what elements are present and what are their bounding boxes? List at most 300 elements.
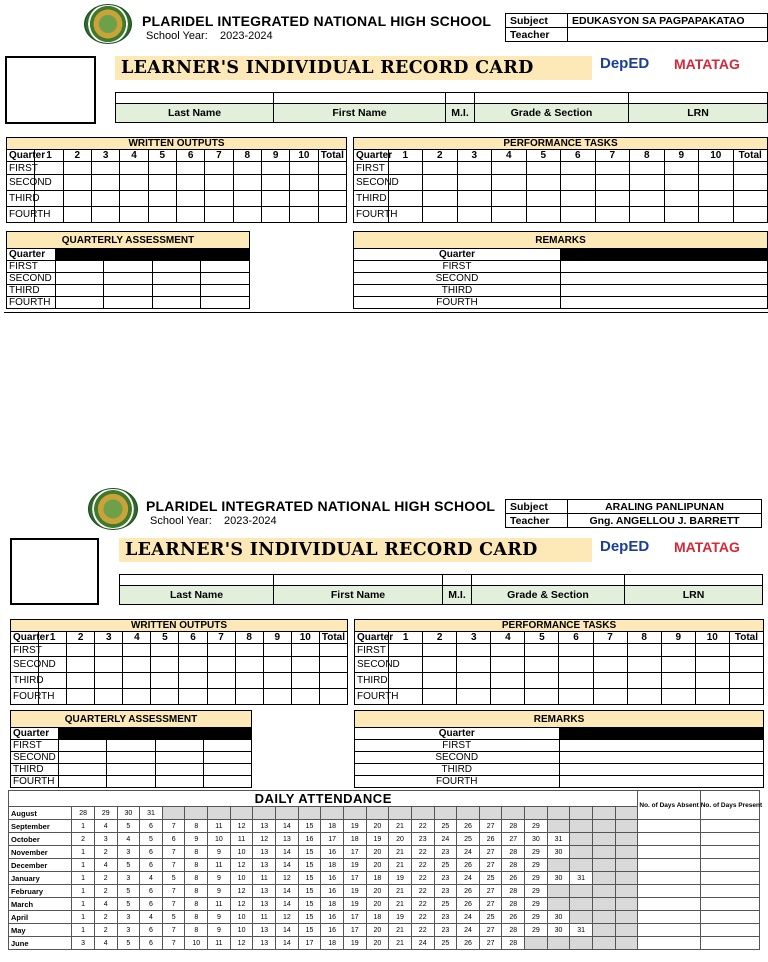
day-cell[interactable]: 8 [185, 898, 208, 911]
score-cell[interactable] [661, 689, 695, 705]
score-cell[interactable] [291, 657, 319, 673]
score-cell[interactable] [120, 175, 148, 191]
score-cell[interactable] [205, 207, 233, 223]
mi-input[interactable] [446, 93, 475, 104]
score-cell[interactable] [423, 644, 457, 657]
score-cell[interactable] [207, 644, 235, 657]
assessment-cell[interactable] [55, 273, 104, 285]
score-cell[interactable] [595, 207, 630, 223]
score-cell[interactable] [561, 175, 596, 191]
day-cell[interactable]: 28 [502, 924, 525, 937]
day-cell[interactable]: 27 [479, 820, 502, 833]
score-cell[interactable] [261, 191, 289, 207]
score-cell[interactable] [233, 175, 261, 191]
score-cell[interactable] [235, 644, 263, 657]
day-cell[interactable]: 23 [411, 833, 434, 846]
days-present-cell[interactable] [700, 833, 759, 846]
day-cell[interactable]: 28 [502, 937, 525, 950]
day-cell[interactable]: 19 [389, 911, 412, 924]
day-cell[interactable]: 18 [321, 820, 344, 833]
score-cell[interactable] [148, 207, 176, 223]
day-cell[interactable]: 1 [72, 924, 95, 937]
assessment-cell[interactable] [152, 261, 201, 273]
day-cell[interactable]: 2 [94, 911, 117, 924]
day-cell[interactable]: 16 [321, 846, 344, 859]
score-cell[interactable] [67, 644, 95, 657]
remark-cell[interactable] [561, 273, 768, 285]
score-cell[interactable] [63, 162, 91, 175]
assessment-cell[interactable] [155, 776, 203, 788]
day-cell[interactable]: 27 [479, 885, 502, 898]
day-cell[interactable]: 18 [366, 872, 389, 885]
day-cell[interactable]: 22 [411, 872, 434, 885]
score-cell[interactable] [627, 689, 661, 705]
score-cell[interactable] [151, 673, 179, 689]
day-cell[interactable]: 16 [298, 833, 321, 846]
day-cell[interactable]: 18 [321, 859, 344, 872]
score-cell[interactable] [423, 207, 458, 223]
grade-section-input[interactable] [472, 575, 625, 586]
days-present-cell[interactable] [700, 872, 759, 885]
days-present-cell[interactable] [700, 898, 759, 911]
day-cell[interactable]: 8 [185, 872, 208, 885]
score-cell[interactable] [261, 207, 289, 223]
assessment-cell[interactable] [104, 261, 153, 273]
day-cell[interactable]: 26 [502, 872, 525, 885]
days-absent-cell[interactable] [638, 924, 700, 937]
remark-cell[interactable] [561, 261, 768, 273]
day-cell[interactable]: 1 [72, 846, 95, 859]
score-cell[interactable] [235, 689, 263, 705]
score-cell[interactable] [423, 175, 458, 191]
day-cell[interactable]: 22 [411, 846, 434, 859]
day-cell[interactable]: 15 [298, 911, 321, 924]
day-cell[interactable]: 6 [140, 898, 163, 911]
day-cell[interactable]: 24 [457, 846, 480, 859]
day-cell[interactable]: 24 [434, 833, 457, 846]
score-cell[interactable] [457, 657, 491, 673]
day-cell[interactable]: 11 [253, 872, 276, 885]
score-cell[interactable] [95, 689, 123, 705]
assessment-cell[interactable] [155, 752, 203, 764]
score-cell[interactable] [733, 175, 768, 191]
day-cell[interactable]: 25 [479, 872, 502, 885]
assessment-cell[interactable] [107, 752, 155, 764]
score-cell[interactable] [699, 175, 734, 191]
day-cell[interactable]: 28 [72, 807, 95, 820]
day-cell[interactable]: 4 [117, 833, 140, 846]
day-cell[interactable]: 24 [457, 924, 480, 937]
day-cell[interactable]: 14 [276, 898, 299, 911]
score-cell[interactable] [423, 689, 457, 705]
day-cell[interactable]: 9 [208, 872, 231, 885]
score-cell[interactable] [491, 644, 525, 657]
day-cell[interactable]: 12 [230, 859, 253, 872]
score-cell[interactable] [593, 644, 627, 657]
day-cell[interactable]: 7 [162, 820, 185, 833]
days-absent-cell[interactable] [638, 820, 700, 833]
score-cell[interactable] [526, 175, 561, 191]
score-cell[interactable] [423, 673, 457, 689]
score-cell[interactable] [91, 207, 119, 223]
days-absent-cell[interactable] [638, 911, 700, 924]
score-cell[interactable] [630, 162, 665, 175]
day-cell[interactable]: 29 [525, 872, 548, 885]
day-cell[interactable]: 6 [140, 846, 163, 859]
lrn-input[interactable] [629, 93, 768, 104]
day-cell[interactable]: 11 [208, 820, 231, 833]
score-cell[interactable] [179, 657, 207, 673]
score-cell[interactable] [318, 191, 346, 207]
day-cell[interactable]: 29 [525, 885, 548, 898]
day-cell[interactable]: 26 [457, 885, 480, 898]
assessment-cell[interactable] [55, 261, 104, 273]
score-cell[interactable] [561, 191, 596, 207]
assessment-cell[interactable] [203, 740, 251, 752]
days-present-cell[interactable] [700, 911, 759, 924]
score-cell[interactable] [233, 162, 261, 175]
day-cell[interactable]: 23 [434, 924, 457, 937]
score-cell[interactable] [63, 175, 91, 191]
score-cell[interactable] [148, 191, 176, 207]
score-cell[interactable] [123, 689, 151, 705]
score-cell[interactable] [457, 673, 491, 689]
remark-cell[interactable] [559, 764, 764, 776]
day-cell[interactable]: 21 [389, 820, 412, 833]
day-cell[interactable]: 11 [208, 937, 231, 950]
days-present-cell[interactable] [700, 924, 759, 937]
day-cell[interactable]: 8 [185, 911, 208, 924]
score-cell[interactable] [695, 673, 729, 689]
day-cell[interactable]: 28 [502, 885, 525, 898]
assessment-cell[interactable] [152, 297, 201, 309]
score-cell[interactable] [695, 644, 729, 657]
score-cell[interactable] [319, 644, 347, 657]
score-cell[interactable] [492, 175, 527, 191]
score-cell[interactable] [695, 657, 729, 673]
score-cell[interactable] [233, 191, 261, 207]
day-cell[interactable]: 10 [230, 924, 253, 937]
score-cell[interactable] [630, 191, 665, 207]
day-cell[interactable]: 27 [479, 859, 502, 872]
day-cell[interactable]: 20 [366, 898, 389, 911]
day-cell[interactable]: 17 [321, 833, 344, 846]
score-cell[interactable] [388, 191, 423, 207]
day-cell[interactable]: 23 [434, 872, 457, 885]
score-cell[interactable] [389, 644, 423, 657]
day-cell[interactable]: 13 [253, 859, 276, 872]
score-cell[interactable] [291, 689, 319, 705]
day-cell[interactable]: 3 [117, 846, 140, 859]
day-cell[interactable]: 4 [94, 937, 117, 950]
score-cell[interactable] [120, 191, 148, 207]
score-cell[interactable] [290, 207, 318, 223]
score-cell[interactable] [561, 207, 596, 223]
days-absent-cell[interactable] [638, 872, 700, 885]
day-cell[interactable]: 6 [140, 937, 163, 950]
day-cell[interactable]: 6 [140, 924, 163, 937]
days-present-cell[interactable] [700, 937, 759, 950]
score-cell[interactable] [290, 191, 318, 207]
assessment-cell[interactable] [59, 740, 107, 752]
day-cell[interactable]: 26 [457, 898, 480, 911]
day-cell[interactable]: 5 [117, 937, 140, 950]
day-cell[interactable]: 27 [502, 833, 525, 846]
day-cell[interactable]: 29 [525, 911, 548, 924]
day-cell[interactable]: 25 [434, 859, 457, 872]
grade-section-input[interactable] [475, 93, 629, 104]
day-cell[interactable]: 27 [479, 898, 502, 911]
score-cell[interactable] [67, 689, 95, 705]
remark-cell[interactable] [559, 776, 764, 788]
score-cell[interactable] [319, 673, 347, 689]
subject-value[interactable]: EDUKASYON SA PAGPAPAKATAO [568, 14, 768, 28]
day-cell[interactable]: 14 [276, 859, 299, 872]
score-cell[interactable] [205, 162, 233, 175]
day-cell[interactable]: 22 [411, 859, 434, 872]
day-cell[interactable]: 13 [253, 885, 276, 898]
score-cell[interactable] [423, 191, 458, 207]
day-cell[interactable]: 29 [94, 807, 117, 820]
score-cell[interactable] [318, 207, 346, 223]
score-cell[interactable] [733, 162, 768, 175]
day-cell[interactable]: 14 [276, 820, 299, 833]
day-cell[interactable]: 27 [479, 846, 502, 859]
day-cell[interactable]: 6 [162, 833, 185, 846]
days-absent-cell[interactable] [638, 937, 700, 950]
score-cell[interactable] [123, 644, 151, 657]
day-cell[interactable]: 26 [457, 859, 480, 872]
score-cell[interactable] [525, 673, 559, 689]
day-cell[interactable]: 26 [502, 911, 525, 924]
assessment-cell[interactable] [152, 285, 201, 297]
day-cell[interactable]: 12 [230, 898, 253, 911]
score-cell[interactable] [559, 644, 593, 657]
day-cell[interactable]: 17 [343, 924, 366, 937]
day-cell[interactable]: 29 [525, 859, 548, 872]
day-cell[interactable]: 2 [94, 872, 117, 885]
score-cell[interactable] [235, 657, 263, 673]
score-cell[interactable] [593, 689, 627, 705]
score-cell[interactable] [457, 162, 492, 175]
day-cell[interactable]: 28 [502, 820, 525, 833]
score-cell[interactable] [263, 657, 291, 673]
days-absent-cell[interactable] [638, 833, 700, 846]
teacher-value[interactable]: Gng. ANGELLOU J. BARRETT [568, 514, 762, 528]
assessment-cell[interactable] [203, 764, 251, 776]
day-cell[interactable]: 7 [162, 937, 185, 950]
score-cell[interactable] [664, 207, 699, 223]
day-cell[interactable]: 19 [343, 820, 366, 833]
day-cell[interactable]: 16 [321, 885, 344, 898]
score-cell[interactable] [263, 673, 291, 689]
score-cell[interactable] [729, 689, 763, 705]
last-name-input[interactable] [116, 93, 274, 104]
score-cell[interactable] [91, 191, 119, 207]
day-cell[interactable]: 24 [411, 937, 434, 950]
day-cell[interactable]: 18 [366, 911, 389, 924]
day-cell[interactable]: 25 [434, 898, 457, 911]
score-cell[interactable] [525, 644, 559, 657]
day-cell[interactable]: 27 [479, 937, 502, 950]
day-cell[interactable]: 17 [343, 911, 366, 924]
day-cell[interactable]: 19 [366, 833, 389, 846]
score-cell[interactable] [233, 207, 261, 223]
days-present-cell[interactable] [700, 820, 759, 833]
score-cell[interactable] [457, 175, 492, 191]
days-present-cell[interactable] [700, 859, 759, 872]
day-cell[interactable]: 25 [457, 833, 480, 846]
days-absent-cell[interactable] [638, 859, 700, 872]
score-cell[interactable] [664, 191, 699, 207]
score-cell[interactable] [457, 191, 492, 207]
score-cell[interactable] [235, 673, 263, 689]
day-cell[interactable]: 13 [276, 833, 299, 846]
day-cell[interactable]: 23 [434, 846, 457, 859]
score-cell[interactable] [207, 689, 235, 705]
day-cell[interactable]: 18 [321, 898, 344, 911]
first-name-input[interactable] [274, 575, 443, 586]
score-cell[interactable] [151, 689, 179, 705]
day-cell[interactable]: 29 [525, 898, 548, 911]
day-cell[interactable]: 6 [140, 859, 163, 872]
score-cell[interactable] [664, 162, 699, 175]
score-cell[interactable] [39, 644, 67, 657]
day-cell[interactable]: 18 [343, 833, 366, 846]
day-cell[interactable]: 12 [230, 820, 253, 833]
day-cell[interactable]: 15 [298, 820, 321, 833]
assessment-cell[interactable] [107, 764, 155, 776]
day-cell[interactable]: 8 [185, 885, 208, 898]
score-cell[interactable] [263, 689, 291, 705]
day-cell[interactable]: 18 [321, 937, 344, 950]
score-cell[interactable] [207, 657, 235, 673]
assessment-cell[interactable] [201, 261, 250, 273]
score-cell[interactable] [207, 673, 235, 689]
day-cell[interactable]: 14 [276, 924, 299, 937]
day-cell[interactable]: 20 [366, 924, 389, 937]
day-cell[interactable]: 3 [72, 937, 95, 950]
score-cell[interactable] [526, 191, 561, 207]
day-cell[interactable]: 8 [185, 846, 208, 859]
day-cell[interactable]: 20 [366, 859, 389, 872]
day-cell[interactable]: 10 [230, 846, 253, 859]
assessment-cell[interactable] [203, 776, 251, 788]
day-cell[interactable]: 9 [208, 911, 231, 924]
score-cell[interactable] [319, 657, 347, 673]
score-cell[interactable] [526, 207, 561, 223]
score-cell[interactable] [630, 207, 665, 223]
day-cell[interactable]: 7 [162, 924, 185, 937]
score-cell[interactable] [699, 162, 734, 175]
day-cell[interactable]: 19 [343, 937, 366, 950]
day-cell[interactable]: 26 [479, 833, 502, 846]
day-cell[interactable]: 31 [547, 833, 570, 846]
day-cell[interactable]: 13 [253, 898, 276, 911]
assessment-cell[interactable] [55, 297, 104, 309]
day-cell[interactable]: 17 [298, 937, 321, 950]
day-cell[interactable]: 12 [230, 937, 253, 950]
day-cell[interactable]: 14 [276, 937, 299, 950]
day-cell[interactable]: 16 [321, 911, 344, 924]
assessment-cell[interactable] [201, 285, 250, 297]
day-cell[interactable]: 19 [389, 872, 412, 885]
day-cell[interactable]: 2 [94, 846, 117, 859]
day-cell[interactable]: 21 [389, 859, 412, 872]
score-cell[interactable] [388, 162, 423, 175]
first-name-input[interactable] [274, 93, 446, 104]
day-cell[interactable]: 22 [411, 820, 434, 833]
day-cell[interactable]: 6 [140, 885, 163, 898]
day-cell[interactable]: 22 [411, 911, 434, 924]
day-cell[interactable]: 12 [276, 872, 299, 885]
score-cell[interactable] [318, 162, 346, 175]
assessment-cell[interactable] [59, 764, 107, 776]
day-cell[interactable]: 12 [230, 885, 253, 898]
day-cell[interactable]: 28 [502, 898, 525, 911]
day-cell[interactable]: 21 [389, 885, 412, 898]
score-cell[interactable] [179, 644, 207, 657]
day-cell[interactable]: 21 [389, 937, 412, 950]
score-cell[interactable] [151, 644, 179, 657]
day-cell[interactable]: 17 [343, 872, 366, 885]
day-cell[interactable]: 1 [72, 872, 95, 885]
day-cell[interactable]: 3 [117, 872, 140, 885]
day-cell[interactable]: 20 [366, 885, 389, 898]
score-cell[interactable] [492, 207, 527, 223]
day-cell[interactable]: 5 [117, 820, 140, 833]
score-cell[interactable] [261, 175, 289, 191]
day-cell[interactable]: 4 [140, 872, 163, 885]
day-cell[interactable]: 12 [253, 833, 276, 846]
day-cell[interactable]: 5 [117, 898, 140, 911]
day-cell[interactable]: 8 [185, 820, 208, 833]
day-cell[interactable]: 28 [502, 846, 525, 859]
assessment-cell[interactable] [59, 776, 107, 788]
day-cell[interactable]: 22 [411, 885, 434, 898]
score-cell[interactable] [205, 191, 233, 207]
score-cell[interactable] [123, 673, 151, 689]
score-cell[interactable] [423, 162, 458, 175]
score-cell[interactable] [151, 657, 179, 673]
assessment-cell[interactable] [104, 297, 153, 309]
day-cell[interactable]: 14 [276, 885, 299, 898]
lrn-input[interactable] [625, 575, 763, 586]
days-absent-cell[interactable] [638, 885, 700, 898]
score-cell[interactable] [176, 191, 204, 207]
score-cell[interactable] [423, 657, 457, 673]
day-cell[interactable]: 2 [72, 833, 95, 846]
score-cell[interactable] [627, 657, 661, 673]
score-cell[interactable] [595, 162, 630, 175]
score-cell[interactable] [176, 175, 204, 191]
score-cell[interactable] [120, 162, 148, 175]
score-cell[interactable] [492, 162, 527, 175]
score-cell[interactable] [263, 644, 291, 657]
day-cell[interactable]: 25 [434, 820, 457, 833]
day-cell[interactable]: 20 [366, 937, 389, 950]
score-cell[interactable] [593, 657, 627, 673]
score-cell[interactable] [205, 175, 233, 191]
day-cell[interactable]: 6 [140, 820, 163, 833]
day-cell[interactable]: 16 [321, 924, 344, 937]
day-cell[interactable]: 21 [389, 846, 412, 859]
day-cell[interactable]: 15 [298, 898, 321, 911]
score-cell[interactable] [593, 673, 627, 689]
score-cell[interactable] [176, 162, 204, 175]
score-cell[interactable] [661, 657, 695, 673]
day-cell[interactable]: 9 [208, 885, 231, 898]
